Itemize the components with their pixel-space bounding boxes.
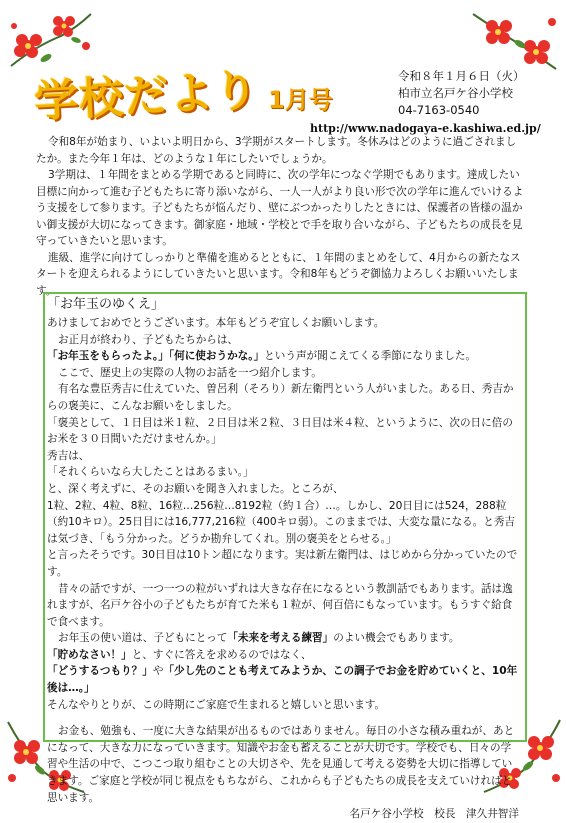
article-paragraph: 「それくらいなら大したことはあるまい。」 [47,466,254,479]
phone-number: 04-7163-0540 [398,103,480,117]
article-text: お年玉の使い道は、子どもにとって [58,632,228,645]
intro-paragraph: 3学期は、１年間をまとめる学期であると同時に、次の学年につなぐ学期でもあります。達成したい目標に向かって進む子どもたちに寄り添いながら、一人一人がより良い形で次の学年に進んでいけるよう支援をして参ります。子どもたちが悩んだり、壁にぶつかったりしたときには、保護者の皆様の温かい御支援が大切になってきます。御家庭・地域・学校とで手を取り合いながら、子どもたちの成長を見守っていきたいと思います。 [36,169,524,247]
article-title: 「お年玉のゆくえ」 [47,297,165,312]
school-url-link[interactable]: http://www.nadogaya-e.kashiwa.ed.jp/ [310,122,541,135]
intro-paragraph: 進級、進学に向けてしっかりと準備を進めるとともに、１年間のまとめをして、4月からの新たなスタートを迎えられるようにしていきたいと思います。令和8年もどうぞ御協力よろしくお願いいたします。 [36,251,521,297]
article-paragraph: 昔々の話ですが、一つ一つの粒がいずれは大きな存在になるという教訓話でもあります。話は逸れますが、名戸ケ谷小の子どもたちが育てた米も１粒が、何百倍にもなっています。もうすぐ給食で食べます。 [47,582,513,628]
article-paragraph: お正月が終わり、子どもたちからは、 [58,333,239,346]
issue-date: 令和８年１月６日（火） [398,69,525,83]
paragraph-gap [47,713,519,723]
intro-text [36,134,526,299]
article-paragraph [47,348,519,365]
school-name: 柏市立名戸ケ谷小学校 [398,86,513,100]
article-text: のよい機会でもあります。 [333,632,460,645]
article-paragraph: 「褒美として、１日目は米１粒、２日目は米２粒、３日目は米４粒、というように、次の日に倍のお米を３０日間いただけませんか。」 [47,416,513,446]
principal-signature: 名戸ケ谷小学校 校長 津久井智洋 [349,808,519,821]
intro-paragraph: 令和8年が始まり、いよいよ明日から、3学期がスタートします。冬休みはどのように過ごされましたか。また今年１年は、どのような１年にしたいでしょうか。 [36,136,517,165]
article-text: と、すぐに答えを求めるのではなく、 [131,648,312,661]
article-emphasis: 「どうするつもり？」 [47,665,153,678]
article-paragraph: と、深く考えずに、そのお願いを聞き入れました。ところが、 [47,482,344,495]
article-paragraph [47,647,519,664]
article-text: という声が聞こえてくる季節になりました。 [264,350,477,363]
article-emphasis: 「未来を考える練習」 [227,632,334,645]
newsletter-title: 学校だより [33,65,261,128]
issue-label: 1月号 [268,86,333,114]
article-paragraph: あけましておめでとうございます。本年もどうぞ宜しくお願いします。 [47,317,385,329]
article-paragraph: 1粒、2粒、4粒、8粒、16粒…256粒…8192粒（約１合）…。しかし、20日目には524，288粒（約10キロ）。25日目には16,777,216粒（400キロ弱）。このままでは、大変な量になる。と秀吉は気づき、「もう分かった。どうか勘弁してくれ。別の褒美をとらせる。」 [47,499,516,545]
article-body [47,296,519,823]
article-text: や [152,665,164,678]
article-paragraph: ここで、歴史上の実際の人物のお話を一つ紹介します。 [58,366,322,379]
article-paragraph [47,630,519,647]
article-emphasis: 「貯めなさい！」 [47,648,132,661]
article-paragraph: 有名な豊臣秀吉に仕えていた、曽呂利（そろり）新左衛門という人がいました。ある日、秀吉からの褒美に、こんなお願いをしました。 [47,383,514,412]
article-paragraph [47,663,519,696]
plum-blossom-top-right-icon [468,4,560,76]
school-info [398,68,525,119]
article-paragraph: と言ったそうです。30日目は10トン超になります。実は新左衛門は、はじめから分かっていたのです。 [47,549,518,578]
article-emphasis: 「少し先のことも考えてみようか、この調子でお金を貯めていくと、10年後は…。」 [47,665,518,695]
article-paragraph: 秀吉は、 [47,449,90,462]
article-emphasis: 「お年玉をもらったよ。」「何に使おうかな。」 [47,350,265,363]
article-paragraph: お金も、勉強も、一度に大きな結果が出るものではありません。毎日の小さな積み重ねが、あとになって、大きな力になっていきます。知識やお金も蓄えることが大切です。学校でも、日々の学習や生活の中で、こつこつ取り組むことの大切さや、先を見通して考える姿勢を大切に指導していきます。ご家庭と学校が同じ視点をもちながら、これからも子どもたちの成長を支えていければと思います。 [47,725,515,804]
article-paragraph: そんなやりとりが、この時期にご家庭で生まれると嬉しいと思います。 [47,698,386,711]
